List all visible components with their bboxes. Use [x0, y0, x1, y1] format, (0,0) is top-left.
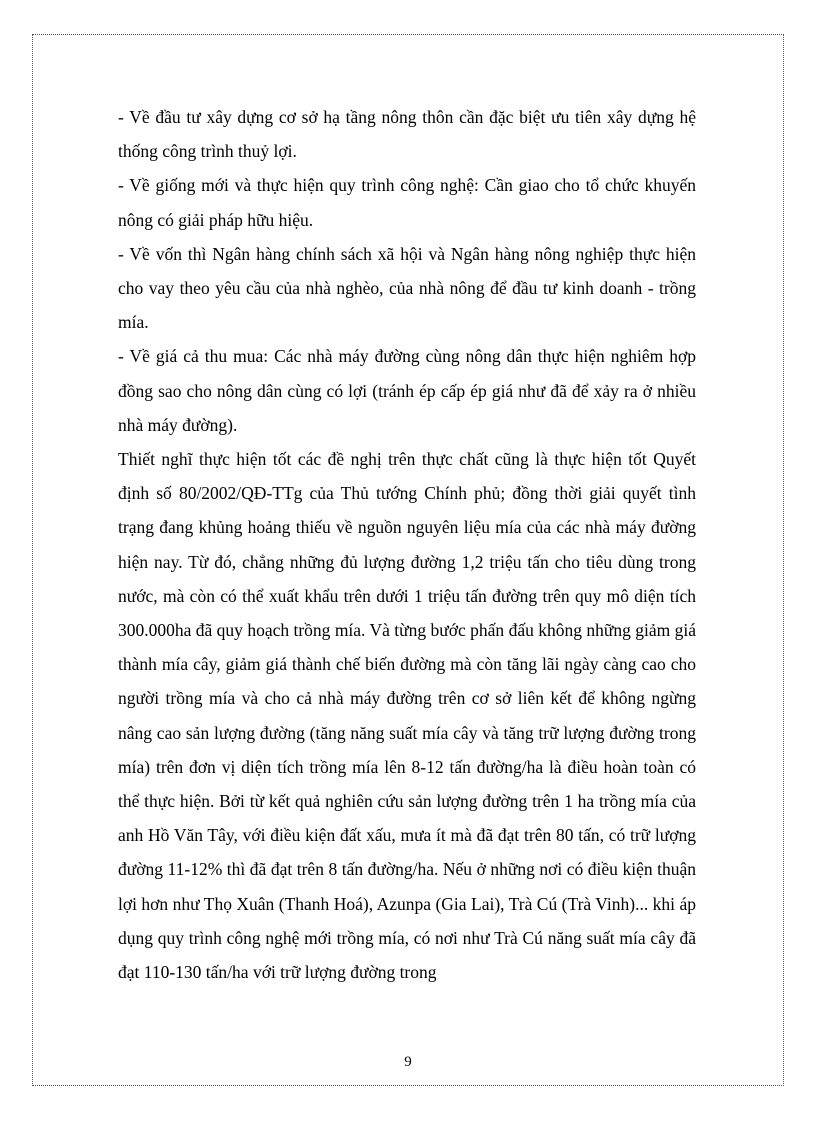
paragraph-irrigation: - Về đầu tư xây dựng cơ sở hạ tầng nông thôn cần đặc biệt ưu tiên xây dựng hệ thống công trình thuỷ lợi.	[118, 107, 696, 162]
paragraph-capital: - Về vốn thì Ngân hàng chính sách xã hội và Ngân hàng nông nghiệp thực hiện cho vay theo yêu cầu của nhà nghèo, của nhà nông để đầu tư kinh doanh - trồng mía.	[118, 243, 696, 333]
page-number: 9	[404, 1054, 412, 1070]
paragraph-conclusion: Thiết nghĩ thực hiện tốt các đề nghị trên thực chất cũng là thực hiện tốt Quyết định số 80/2002/QĐ-TTg của Thủ tướng Chính phủ; đồng thời giải quyết tình trạng đang khủng hoảng thiếu về nguồn nguyên liệu mía của các nhà máy đường hiện nay. Từ đó, chẳng những đủ lượng đường 1,2 triệu tấn cho tiêu dùng trong nước, mà còn có thể xuất khẩu trên dưới 1 triệu tấn đường trên quy mô diện tích 300.000ha đã quy hoạch trồng mía. Và từng bước phấn đấu không những giảm giá thành mía cây, giảm giá thành chế biến đường mà còn tăng lãi ngày càng cao cho người trồng mía và cho cả nhà máy đường trên cơ sở liên kết để không ngừng nâng cao sản lượng đường (tăng năng suất mía cây và tăng trữ lượng đường trong mía) trên đơn vị diện tích trồng mía lên 8-12 tấn đường/ha là điều hoàn toàn có thể thực hiện. Bởi từ kết quả nghiên cứu sản lượng đường trên 1 ha trồng mía của anh Hồ Văn Tây, với điều kiện đất xấu, mưa ít mà đã đạt trên 80 tấn, có trữ lượng đường 11-12% thì đã đạt trên 8 tấn đường/ha. Nếu ở những nơi có điều kiện thuận lợi hơn như Thọ Xuân (Thanh Hoá), Azunpa (Gia Lai), Trà Cú (Trà Vinh)... khi áp dụng quy trình công nghệ mới trồng mía, có nơi như Trà Cú năng suất mía cây đã đạt 110-130 tấn/ha với trữ lượng đường trong	[118, 449, 696, 983]
paragraph-purchase-price: - Về giá cả thu mua: Các nhà máy đường cùng nông dân thực hiện nghiêm hợp đồng sao cho nông dân cùng có lợi (tránh ép cấp ép giá như đã để xảy ra ở nhiều nhà máy đường).	[118, 346, 696, 435]
paragraph-new-varieties: - Về giống mới và thực hiện quy trình công nghệ: Cần giao cho tổ chức khuyến nông có giải pháp hữu hiệu.	[118, 175, 696, 230]
document-body	[118, 100, 696, 989]
